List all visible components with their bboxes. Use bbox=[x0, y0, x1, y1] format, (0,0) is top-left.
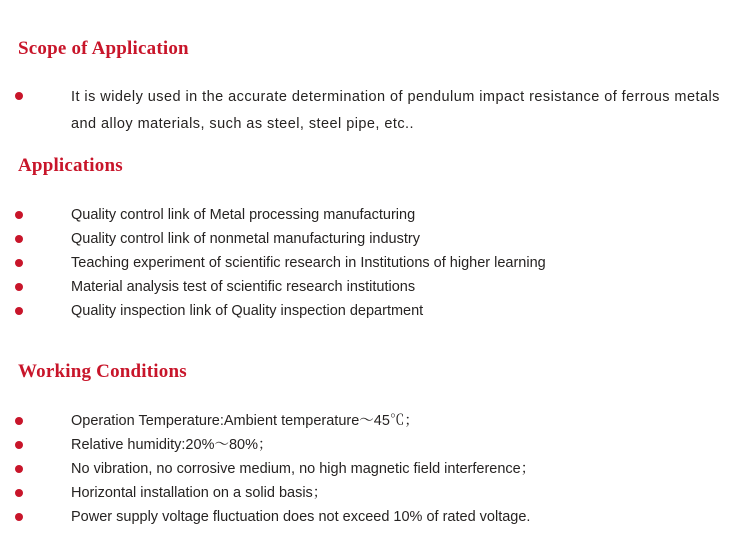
list-item bbox=[14, 84, 736, 138]
list-item-text: Quality inspection link of Quality inspection department bbox=[71, 303, 424, 319]
list-item bbox=[14, 275, 736, 299]
bullet-dot-icon bbox=[15, 92, 23, 100]
list-item-text: No vibration, no corrosive medium, no high magnetic field interference； bbox=[71, 461, 536, 477]
bullet-dot-icon bbox=[15, 513, 23, 521]
scope-of-application-list-wrapper bbox=[14, 84, 736, 138]
section-working-conditions bbox=[14, 361, 736, 383]
list-item-text: Operation Temperature:Ambient temperature～45℃； bbox=[71, 413, 419, 429]
list-item bbox=[14, 409, 736, 433]
list-item bbox=[14, 203, 736, 227]
section-applications bbox=[14, 155, 736, 177]
bullet-dot-icon bbox=[15, 465, 23, 473]
bullet-dot-icon bbox=[15, 235, 23, 243]
bullet-dot-icon bbox=[15, 283, 23, 291]
list-item bbox=[14, 505, 736, 529]
bullet-dot-icon bbox=[15, 417, 23, 425]
bullet-dot-icon bbox=[15, 211, 23, 219]
list-item-text: Horizontal installation on a solid basis； bbox=[71, 485, 328, 501]
bullet-dot-icon bbox=[15, 441, 23, 449]
section-heading: Scope of Application bbox=[18, 38, 189, 59]
list-item bbox=[14, 299, 736, 323]
list-item bbox=[14, 457, 736, 481]
list-item-text: Relative humidity:20%～80%； bbox=[71, 437, 273, 453]
list-item bbox=[14, 481, 736, 505]
working-conditions-list-wrapper bbox=[14, 409, 736, 529]
list-item-text: Quality control link of nonmetal manufacturing industry bbox=[71, 231, 420, 247]
list-item-text: Material analysis test of scientific research institutions bbox=[71, 279, 416, 295]
list-item bbox=[14, 251, 736, 275]
section-heading: Applications bbox=[18, 155, 123, 176]
section-heading: Working Conditions bbox=[18, 361, 187, 382]
bullet-dot-icon bbox=[15, 259, 23, 267]
list-item-text: Power supply voltage fluctuation does not exceed 10% of rated voltage. bbox=[71, 509, 531, 525]
list-item bbox=[14, 433, 736, 457]
section-scope-of-application bbox=[14, 38, 736, 60]
bullet-dot-icon bbox=[15, 307, 23, 315]
applications-list bbox=[14, 203, 736, 323]
scope-of-application-list bbox=[14, 84, 736, 138]
applications-list-wrapper bbox=[14, 203, 736, 323]
list-item-text: It is widely used in the accurate determination of pendulum impact resistance of ferrous metals and alloy materials, such as steel, steel pipe, etc.. bbox=[71, 89, 720, 132]
bullet-dot-icon bbox=[15, 489, 23, 497]
working-conditions-list bbox=[14, 409, 736, 529]
list-item-text: Quality control link of Metal processing manufacturing bbox=[71, 207, 416, 223]
list-item bbox=[14, 227, 736, 251]
list-item-text: Teaching experiment of scientific research in Institutions of higher learning bbox=[71, 255, 546, 271]
